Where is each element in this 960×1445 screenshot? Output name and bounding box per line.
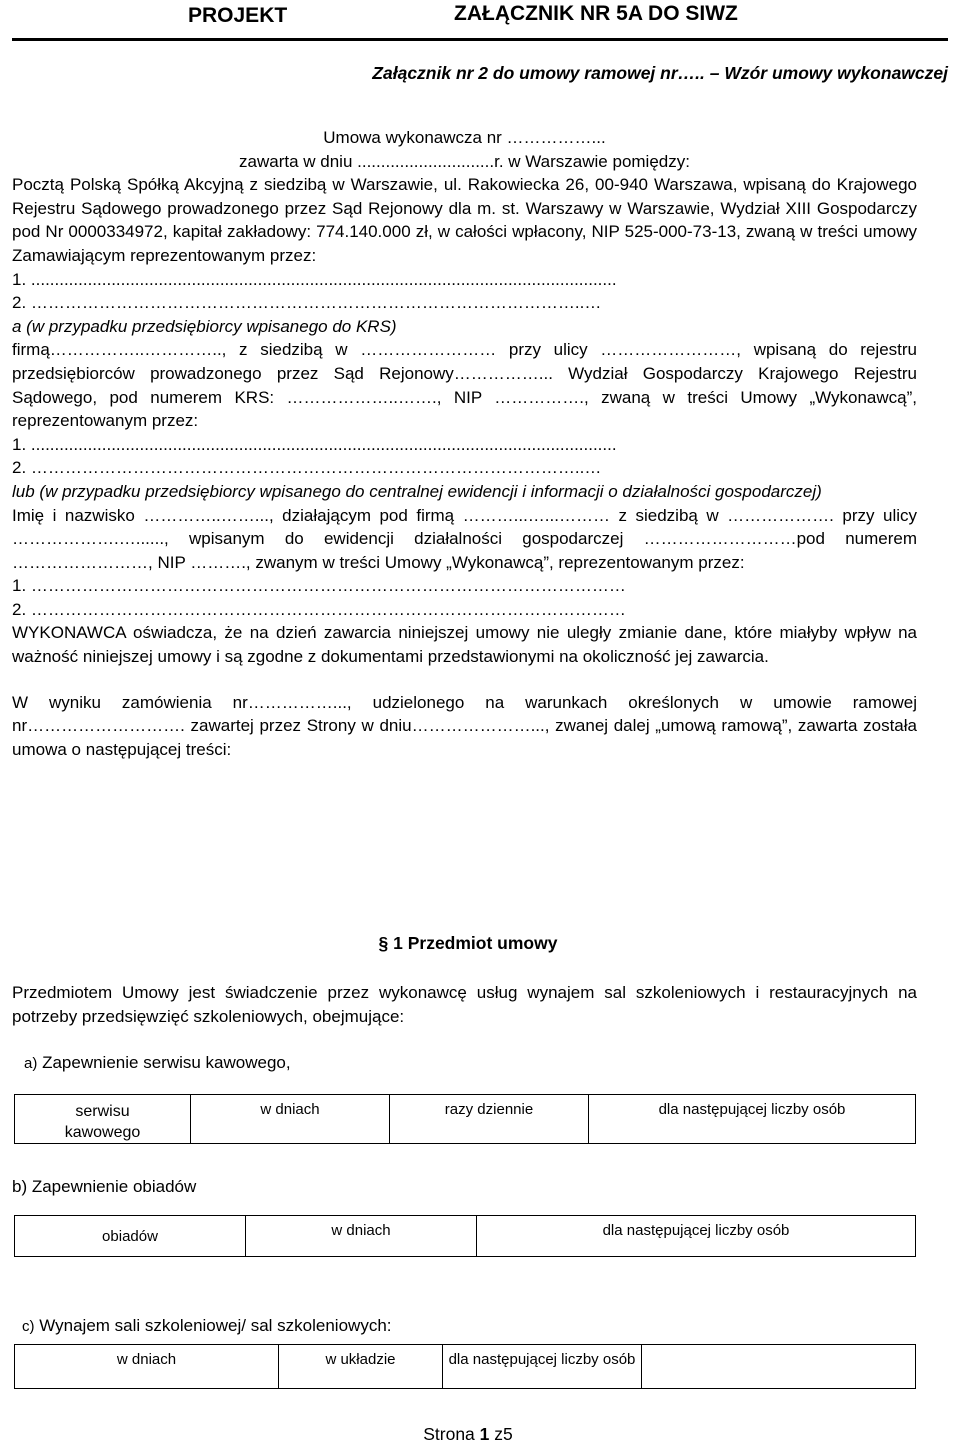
section-1-intro: Przedmiotem Umowy jest świadczenie przez wykonawcę usług wynajem sal szkoleniowych i restauracyjnych na potrzeby przedsięwzięć szkoleniowych, obejmujące: — [12, 983, 917, 1026]
footer-page-number: 1 — [479, 1424, 490, 1444]
ceidg-representative-1: 1. …………………………………………………………………………………………… — [12, 576, 626, 596]
table-b-cell-2: w dniach — [246, 1216, 477, 1257]
document-subtitle: Załącznik nr 2 do umowy ramowej nr….. – Wzór umowy wykonawczej — [372, 63, 948, 83]
training-room-table — [14, 1344, 916, 1389]
header-attachment-label: ZAŁĄCZNIK NR 5A DO SIWZ — [454, 2, 738, 25]
table-c-cell-3: dla następującej liczby osób — [443, 1345, 642, 1389]
ceidg-contractor-description: Imię i nazwisko …………..……..., działającym pod firmą ………...…...……… z siedzibą w ………………. przy ulicy ……………….…......, wpisanym do ewidencji działalności gospodarczej ………………………pod numerem ……………………, NIP ………., zwanym w treści Umowy „Wykonawcą”, reprezentowanym przez: — [12, 505, 917, 572]
footer-suffix: z5 — [489, 1424, 513, 1444]
header-project-label: PROJEKT — [188, 4, 288, 27]
coffee-service-table — [14, 1094, 916, 1144]
item-c-prefix: c) — [22, 1318, 35, 1335]
ceidg-representative-2: 2. …………………………………………………………………………………………… — [12, 599, 626, 619]
section-1-title: § 1 Przedmiot umowy — [378, 933, 558, 953]
table-a-cell-4: dla następującej liczby osób — [589, 1095, 916, 1144]
table-b-cell-3: dla następującej liczby osób — [477, 1216, 916, 1257]
item-c-heading — [12, 1314, 917, 1339]
ceidg-heading: lub (w przypadku przedsiębiorcy wpisanego do centralnej ewidencji i informacji o działalności gospodarczej) — [12, 481, 822, 501]
client-representative-1: 1. ............................................................................................................................ — [12, 269, 617, 289]
table-a-cell-2: w dniach — [191, 1095, 390, 1144]
contractor-declaration: WYKONAWCA oświadcza, że na dzień zawarcia niniejszej umowy nie uległy zmianie dane, które miałyby wpływ na ważność niniejszej umowy i są zgodne z dokumentami przedstawionymi na okoliczność jej zawarcia. — [12, 623, 917, 667]
lunch-table — [14, 1215, 916, 1257]
krs-contractor-description: firmą……………..………….., z siedzibą w …………………… przy ulicy ……………………, wpisaną do rejestru przedsiębiorców prowadzonego przez Sąd Rejonowy……………... Wydział Gospodarczy Krajowego Rejestru Sądowego, pod numerem KRS: ………………..……., NIP ……………., zwaną w treści Umowy „Wykonawcą”, reprezentowanym przez: — [12, 340, 917, 431]
table-a-cell-3: razy dziennie — [390, 1095, 589, 1144]
item-a-prefix: a) — [24, 1055, 38, 1072]
table-a-cell-1: serwisu kawowego — [15, 1095, 191, 1144]
krs-heading: a (w przypadku przedsiębiorcy wpisanego do KRS) — [12, 316, 397, 336]
table-b-cell-1: obiadów — [15, 1216, 246, 1257]
footer-prefix: Strona — [423, 1424, 480, 1444]
page-header — [12, 0, 948, 41]
item-a-text: Zapewnienie serwisu kawowego, — [42, 1053, 291, 1072]
client-description: Pocztą Polską Spółką Akcyjną z siedzibą w Warszawie, ul. Rakowiecka 26, 00-940 Warszawa, wpisaną do Krajowego Rejestru Sądowego prowadzonego przez Sąd Rejonowy dla m. st. Warszawy w Warszawie, Wydział XIII Gospodarczy pod Nr 0000334972, kapitał zakładowy: 774.140.000 zł, w całości wpłacony, NIP 525-000-73-13, zwaną w treści umowy Zamawiającym reprezentowanym przez: — [12, 175, 917, 265]
contract-number-line: Umowa wykonawcza nr ……………... — [323, 128, 606, 147]
client-representative-2: 2. ……………………………………………………………………………………..… — [12, 293, 602, 313]
contract-date-line: zawarta w dniu .............................r. w Warszawie pomiędzy: — [239, 151, 690, 171]
table-c-cell-2: w układzie — [279, 1345, 443, 1389]
item-a-heading — [12, 1051, 917, 1076]
krs-representative-2: 2. ……………………………………………………………………………………..… — [12, 458, 602, 478]
page-footer — [0, 1424, 936, 1445]
table-c-cell-1: w dniach — [15, 1345, 279, 1389]
item-b-heading: b) Zapewnienie obiadów — [12, 1177, 197, 1196]
item-c-text: Wynajem sali szkoleniowej/ sal szkoleniowych: — [39, 1316, 392, 1335]
contract-body — [12, 126, 917, 761]
order-result-paragraph: W wyniku zamówienia nr……………..., udzielonego na warunkach określonych w umowie ramowej nr………………………. zawartej przez Strony w dniu…………………..., zwanej dalej „umową ramową”, zawarta została umowa o następującej treści: — [12, 692, 917, 759]
krs-representative-1: 1. ............................................................................................................................ — [12, 434, 617, 454]
table-c-cell-4 — [642, 1345, 916, 1389]
